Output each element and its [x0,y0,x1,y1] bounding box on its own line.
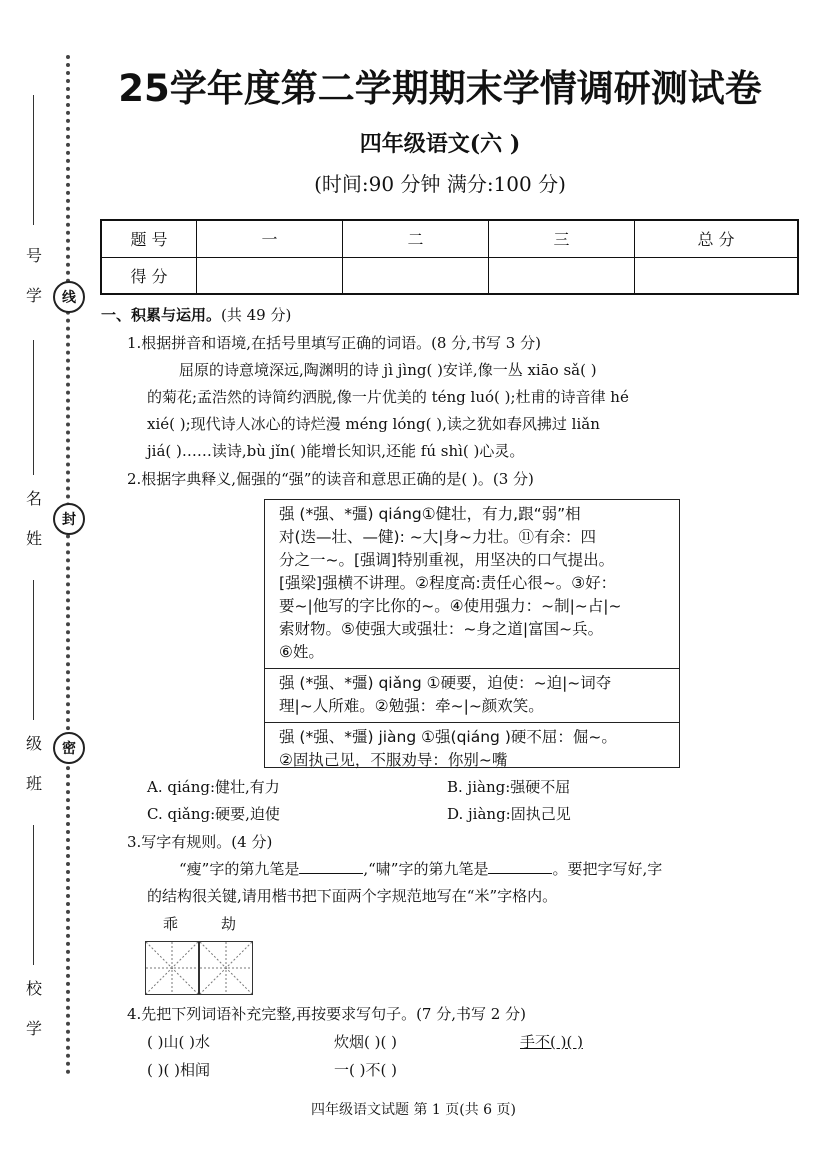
name-fill-line[interactable] [33,340,34,475]
exam-time-info: (时间:90 分钟 满分:100 分) [314,172,566,196]
dict-entry-qiang3 [265,669,679,723]
dict-line: 理|~人所难。②勉强：牵~|~颜欢笑。 [279,697,544,715]
score-header-total: 总 分 [635,220,799,257]
score-header-2: 二 [343,220,489,257]
score-cell-total[interactable] [635,257,799,294]
score-cell-3[interactable] [489,257,635,294]
seal-circle-line: 线 [53,281,85,313]
q3-text-b: ,“啸”字的第九笔是 [363,860,489,878]
binding-dotted-line [66,55,70,1075]
section1-heading [101,305,291,325]
q3-char-2: 劫 [221,915,237,933]
dict-entry-qiang2 [265,500,679,669]
q1-line-2: 的菊花;孟浩然的诗简约洒脱,像一片优美的 téng luó( );杜甫的诗音律 hé [147,388,629,406]
dictionary-box [264,499,680,768]
q4-item-2[interactable]: 炊烟( )( ) [334,1033,397,1051]
score-table [100,219,799,295]
exam-title: 25学年度第二学期期末学情调研测试卷 [118,67,762,110]
exam-subtitle: 四年级语文(六 ) [359,131,521,157]
q1-line-3: xié( );现代诗人冰心的诗烂漫 méng lóng( ),读之犹如春风拂过 liǎn [147,415,600,433]
school-label: 校 学 [25,979,42,1038]
dict-line: [强梁]强横不讲理。②程度高:责任心很~。③好： [279,574,617,592]
mi-grid-2[interactable] [199,941,253,995]
q4-item-3[interactable]: 手不( )( ) [520,1033,583,1051]
q2-prompt: 2.根据字典释义,倔强的“强”的读音和意思正确的是( )。(3 分) [127,470,534,488]
q3-line-1 [179,859,662,879]
q3-char-1: 乖 [163,915,179,933]
q1-prompt: 1.根据拼音和语境,在括号里填写正确的词语。(8 分,书写 3 分) [127,334,541,352]
q3-text-c: 。要把字写好,字 [552,860,663,878]
dict-line: 强 (*强、*彊) jiàng ①强(qiáng )硬不屈：倔~。 [279,728,617,746]
mi-grid-guides [200,942,252,994]
mi-grid-guides [146,942,198,994]
student-id-fill-line[interactable] [33,95,34,225]
dict-line: ②固执己见，不服劝导：你别~嘴 [279,751,508,769]
seal-circle-seal: 封 [53,503,85,535]
dict-line: 对(迭—壮、—健): ~大|身~力壮。⑪有余：四 [279,528,596,546]
school-fill-line[interactable] [33,825,34,965]
q4-item-1[interactable]: ( )山( )水 [147,1033,210,1051]
score-header-1: 一 [197,220,343,257]
section1-title: 一、积累与运用。 [101,306,222,324]
q3-blank-1[interactable] [299,859,363,874]
dict-line: 强 (*强、*彊) qiáng①健壮，有力,跟“弱”相 [279,505,581,523]
q3-text-a: “瘦”字的第九笔是 [179,860,300,878]
q3-line-2: 的结构很关键,请用楷书把下面两个字规范地写在“米”字格内。 [147,887,558,905]
dict-line: 要~|他写的字比你的~。④使用强力：~制|~占|~ [279,597,622,615]
q1-line-4: jiá( )……读诗,bù jǐn( )能增长知识,还能 fú shì( )心灵。 [147,442,525,460]
q4-item-4[interactable]: ( )( )相闻 [147,1061,210,1079]
q2-option-d[interactable]: D. jiàng:固执己见 [447,805,571,823]
dict-line: 索财物。⑤使强大或强壮：~身之道|富国~兵。 [279,620,604,638]
score-cell-1[interactable] [197,257,343,294]
dict-line: 分之一~。[强调]特别重视，用坚决的口气提出。 [279,551,615,569]
page-footer: 四年级语文试题 第 1 页(共 6 页) [311,1102,516,1118]
mi-grid-1[interactable] [145,941,199,995]
dict-line: 强 (*强、*彊) qiǎng ①硬要，迫使：~迫|~词夺 [279,674,612,692]
score-header-3: 三 [489,220,635,257]
dict-entry-jiang4 [265,723,679,776]
seal-circle-secret: 密 [53,732,85,764]
score-row-label: 得 分 [101,257,197,294]
q4-prompt: 4.先把下列词语补充完整,再按要求写句子。(7 分,书写 2 分) [127,1005,526,1023]
q2-option-b[interactable]: B. jiàng:强硬不屈 [447,778,571,796]
student-id-label: 号 学 [25,246,42,305]
dict-line: ⑥姓。 [279,643,324,661]
score-cell-2[interactable] [343,257,489,294]
q3-blank-2[interactable] [488,859,552,874]
q4-item-5[interactable]: 一( )不( ) [334,1061,397,1079]
q2-option-c[interactable]: C. qiǎng:硬要,迫使 [147,805,280,823]
q3-prompt: 3.写字有规则。(4 分) [127,833,273,851]
score-header-label: 题 号 [101,220,197,257]
section1-points: (共 49 分) [221,306,292,324]
q2-option-a[interactable]: A. qiáng:健壮,有力 [147,778,280,796]
name-label: 名 姓 [25,489,42,548]
class-fill-line[interactable] [33,580,34,720]
class-label: 级 班 [25,734,42,793]
q1-line-1: 屈原的诗意境深远,陶渊明的诗 jì jìng( )安详,像一丛 xiāo sǎ( ) [179,361,597,379]
